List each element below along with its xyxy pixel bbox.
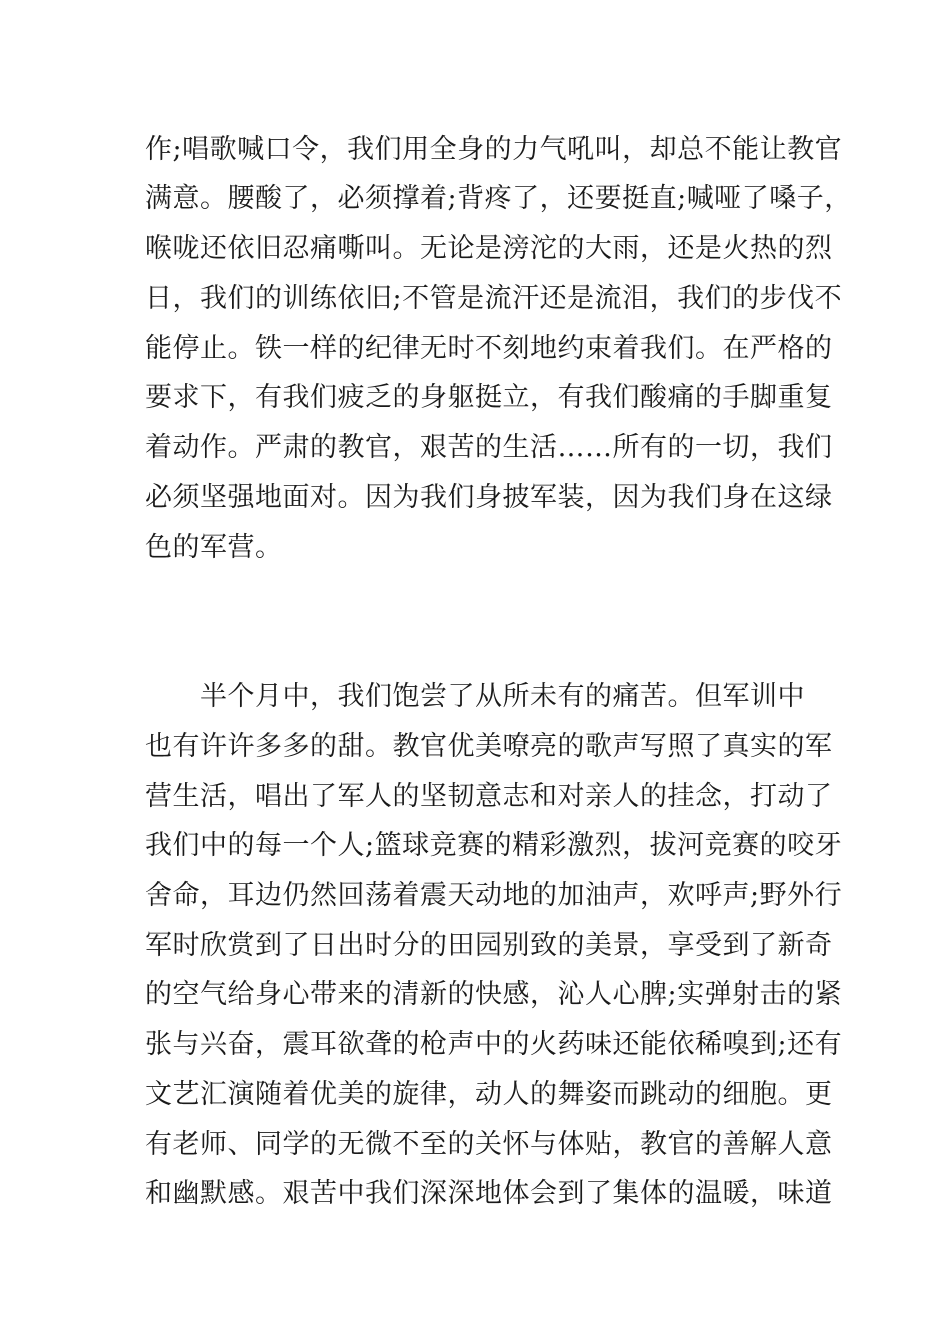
text-line: 满意。腰酸了，必须撑着;背疼了，还要挺直;喊哑了嗓子， xyxy=(145,183,852,214)
text-line: 喉咙还依旧忍痛嘶叫。无论是滂沱的大雨，还是火热的烈 xyxy=(145,233,833,264)
text-line: 也有许许多多的甜。教官优美嘹亮的歌声写照了真实的军 xyxy=(145,731,833,762)
text-line: 营生活，唱出了军人的坚韧意志和对亲人的挂念，打动了 xyxy=(145,781,833,812)
text-line: 能停止。铁一样的纪律无时不刻地约束着我们。在严格的 xyxy=(145,333,833,364)
text-line: 有老师、同学的无微不至的关怀与体贴，教官的善解人意 xyxy=(145,1129,833,1160)
text-line: 日，我们的训练依旧;不管是流汗还是流泪，我们的步伐不 xyxy=(145,283,843,314)
text-line: 色的军营。 xyxy=(145,532,283,563)
text-line: 作;唱歌喊口令，我们用全身的力气吼叫，却总不能让教官 xyxy=(145,134,843,165)
text-line: 着动作。严肃的教官，艰苦的生活……所有的一切，我们 xyxy=(145,432,833,463)
text-line: 文艺汇演随着优美的旋律，动人的舞姿而跳动的细胞。更 xyxy=(145,1079,833,1110)
text-line: 军时欣赏到了日出时分的田园别致的美景，享受到了新奇 xyxy=(145,930,833,961)
text-line: 必须坚强地面对。因为我们身披军装，因为我们身在这绿 xyxy=(145,482,833,513)
text-line: 半个月中，我们饱尝了从所未有的痛苦。但军训中 xyxy=(145,681,805,712)
text-line: 张与兴奋，震耳欲聋的枪声中的火药味还能依稀嗅到;还有 xyxy=(145,1029,843,1060)
text-line: 和幽默感。艰苦中我们深深地体会到了集体的温暖，味道 xyxy=(145,1178,833,1209)
text-line: 我们中的每一个人;篮球竞赛的精彩激烈，拔河竞赛的咬牙 xyxy=(145,830,843,861)
text-line: 要求下，有我们疲乏的身躯挺立，有我们酸痛的手脚重复 xyxy=(145,382,833,413)
text-line: 的空气给身心带来的清新的快感，沁人心脾;实弹射击的紧 xyxy=(145,979,843,1010)
text-line: 舍命，耳边仍然回荡着震天动地的加油声，欢呼声;野外行 xyxy=(145,880,843,911)
